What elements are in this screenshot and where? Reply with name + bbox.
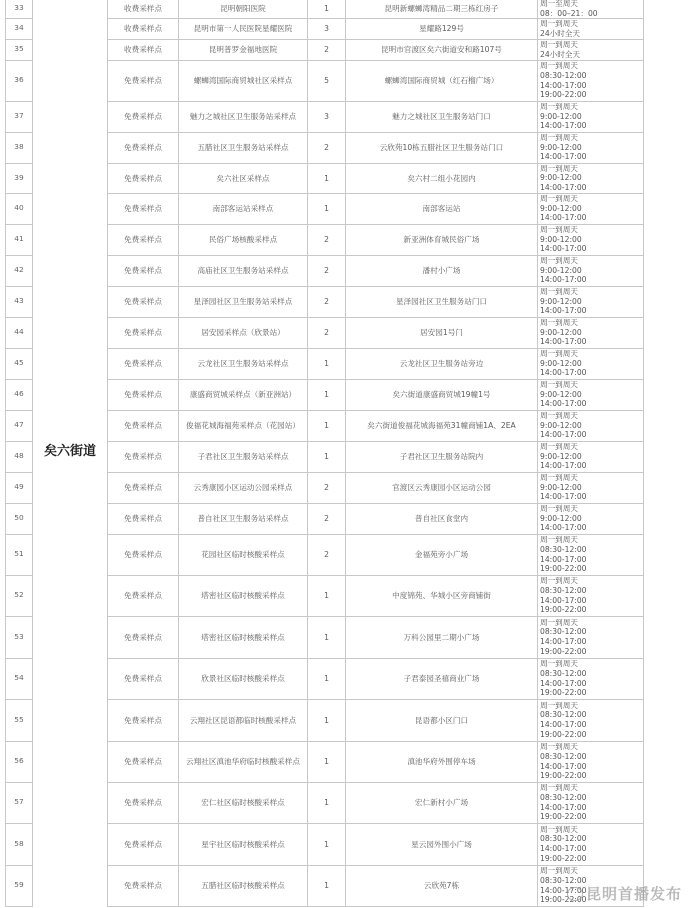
row-number-cell: 44 [6,317,33,348]
time-line: 9:00-12:00 [540,420,582,430]
row-number-cell: 51 [6,534,33,575]
row-number-cell: 34 [6,19,33,39]
site-address-cell: 金福苑旁小广场 [346,534,538,575]
site-address-cell: 螺蛳湾国际商贸城（红石榴广场） [346,60,538,101]
time-line: 14:00-17:00 [540,802,587,812]
time-line: 14:00-17:00 [540,121,587,131]
time-line: 周一到周天 [540,659,578,669]
time-line: 周一到周天 [540,102,578,112]
site-address-cell: 昆语都小区门口 [346,699,538,741]
time-line: 14:00-17:00 [540,337,587,347]
watermark-text: 昆明首播发布 [585,885,682,903]
time-line: 周一到周天 [540,163,578,173]
site-type-cell: 免费采样点 [108,575,179,616]
row-number-cell: 52 [6,575,33,616]
sampling-time-cell [538,616,644,658]
site-type-cell: 免费采样点 [108,317,179,348]
row-number-cell: 57 [6,782,33,823]
row-number-cell: 54 [6,658,33,699]
site-address-cell: 宏仁新村小广场 [346,782,538,823]
time-line: 9:00-12:00 [540,482,582,492]
row-number-cell: 59 [6,865,33,906]
site-type-cell: 免费采样点 [108,255,179,286]
site-address-cell: 官渡区云秀康园小区运动公园 [346,472,538,503]
time-line: 14:00-17:00 [540,523,587,533]
site-address-cell: 星泽园社区卫生服务站门口 [346,286,538,317]
site-address-cell: 云龙社区卫生服务站旁边 [346,348,538,379]
time-line: 24小时全天 [540,28,581,38]
time-line: 9:00-12:00 [540,389,582,399]
site-address-cell: 新亚洲体育城民俗广场 [346,224,538,255]
time-line: 08:30-12:00 [540,668,587,678]
time-line: 19:00-22:00 [540,688,587,698]
row-number-cell: 53 [6,616,33,658]
time-line: 19:00-22:00 [540,853,587,863]
site-address-cell: 子君社区卫生服务站院内 [346,441,538,472]
time-line: 14:00-17:00 [540,275,587,285]
row-number-cell: 49 [6,472,33,503]
row-number-cell: 39 [6,163,33,193]
sampling-time-cell [538,410,644,441]
time-line: 周一到周天 [540,824,578,834]
table-row [6,0,644,19]
time-line: 周一到周天 [540,866,578,876]
site-name-cell: 螺蛳湾国际商贸城社区采样点 [179,60,308,101]
time-line: 9:00-12:00 [540,451,582,461]
site-address-cell: 子君泰园圣禧商业广场 [346,658,538,699]
weibo-watermark [567,883,682,904]
time-line: 14:00-17:00 [540,492,587,502]
site-name-cell: 云翔社区滇池华府临时核酸采样点 [179,741,308,782]
time-line: 9:00-12:00 [540,296,582,306]
district-cell: 矣六街道 [33,0,108,906]
site-name-cell: 子君社区卫生服务站采样点 [179,441,308,472]
sampler-count-cell: 1 [308,379,346,410]
site-name-cell: 宏仁社区临时核酸采样点 [179,782,308,823]
sampling-time-cell [538,782,644,823]
time-line: 周一到周天 [540,473,578,483]
site-address-cell: 矣六村二组小花园内 [346,163,538,193]
time-line: 08:30-12:00 [540,585,587,595]
sampler-count-cell: 2 [308,317,346,348]
time-line: 08:30-12:00 [540,70,587,80]
site-type-cell: 收费采样点 [108,0,179,19]
sampling-time-cell [538,101,644,132]
time-line: 周一到周天 [540,19,578,29]
sampling-time-cell [538,699,644,741]
sampler-count-cell: 1 [308,441,346,472]
site-address-cell: 矣六街道俊福花城海福苑31幢商铺1A、2EA [346,410,538,441]
time-line: 9:00-12:00 [540,358,582,368]
row-number-cell: 55 [6,699,33,741]
sampling-time-cell [538,503,644,534]
time-line: 14:00-17:00 [540,678,587,688]
site-name-cell: 矣六社区采样点 [179,163,308,193]
sampling-time-cell [538,317,644,348]
time-line: 19:00-22:00 [540,605,587,615]
site-type-cell: 免费采样点 [108,101,179,132]
time-line: 14:00-17:00 [540,430,587,440]
sampling-time-cell [538,39,644,60]
sampler-count-cell: 1 [308,823,346,865]
site-name-cell: 俊福花城海福苑采样点（花园站） [179,410,308,441]
row-number-cell: 35 [6,39,33,60]
site-address-cell: 昆明新螺蛳湾精品二期三栋红房子 [346,0,538,19]
time-line: 14:00-17:00 [540,844,587,854]
sampler-count-cell: 1 [308,741,346,782]
sampler-count-cell: 1 [308,699,346,741]
time-line: 24小时全天 [540,49,581,59]
sampler-count-cell: 1 [308,0,346,19]
site-type-cell: 免费采样点 [108,286,179,317]
site-type-cell: 收费采样点 [108,39,179,60]
sampler-count-cell: 1 [308,616,346,658]
site-address-cell: 星云园外围小广场 [346,823,538,865]
time-line: 08:30-12:00 [540,627,587,637]
time-line: 9:00-12:00 [540,203,582,213]
site-name-cell: 民俗广场核酸采样点 [179,224,308,255]
sampling-time-cell [538,823,644,865]
sampler-count-cell: 1 [308,865,346,906]
time-line: 周一到周天 [540,194,578,204]
row-number-cell: 48 [6,441,33,472]
site-type-cell: 免费采样点 [108,163,179,193]
time-line: 14:00-17:00 [540,80,587,90]
site-name-cell: 星泽园社区卫生服务站采样点 [179,286,308,317]
time-line: 08:30-12:00 [540,710,587,720]
site-name-cell: 居安园采样点（欣景站） [179,317,308,348]
site-type-cell: 免费采样点 [108,823,179,865]
time-line: 14:00-17:00 [540,244,587,254]
site-name-cell: 五腊社区卫生服务站采样点 [179,132,308,163]
site-name-cell: 魅力之城社区卫生服务站采样点 [179,101,308,132]
time-line: 14:00-17:00 [540,885,587,895]
site-type-cell: 免费采样点 [108,865,179,906]
sampling-time-cell [538,741,644,782]
site-name-cell: 云秀康园小区运动公园采样点 [179,472,308,503]
sampler-count-cell: 3 [308,19,346,39]
time-line: 14:00-17:00 [540,182,587,192]
row-number-cell: 38 [6,132,33,163]
sampler-count-cell: 1 [308,348,346,379]
site-address-cell: 云欣苑7栋 [346,865,538,906]
time-line: 14:00-17:00 [540,554,587,564]
site-type-cell: 免费采样点 [108,348,179,379]
time-line: 周一到周天 [540,504,578,514]
site-name-cell: 南部客运站采样点 [179,193,308,224]
sampling-time-cell [538,658,644,699]
time-line: 周一到周天 [540,617,578,627]
sampler-count-cell: 1 [308,575,346,616]
time-line: 周一到周天 [540,225,578,235]
time-line: 19:00-22:00 [540,564,587,574]
site-type-cell: 免费采样点 [108,503,179,534]
sampling-time-cell [538,60,644,101]
sampler-count-cell: 2 [308,534,346,575]
site-address-cell: 星耀路129号 [346,19,538,39]
sampler-count-cell: 2 [308,39,346,60]
time-line: 08:30-12:00 [540,875,587,885]
row-number-cell: 58 [6,823,33,865]
row-number-cell: 50 [6,503,33,534]
site-address-cell: 普自社区食堂内 [346,503,538,534]
time-line: 19:00-22:00 [540,771,587,781]
time-line: 9:00-12:00 [540,173,582,183]
time-line: 周一到周天 [540,256,578,266]
time-line: 周一到周天 [540,411,578,421]
site-address-cell: 矣六街道康盛商贸城19幢1号 [346,379,538,410]
sampling-sites-table [5,0,644,907]
site-type-cell: 收费采样点 [108,19,179,39]
site-type-cell: 免费采样点 [108,699,179,741]
site-address-cell: 中度锦苑、华城小区旁商铺街 [346,575,538,616]
site-type-cell: 免费采样点 [108,782,179,823]
time-line: 19:00-22:00 [540,812,587,822]
sampler-count-cell: 1 [308,782,346,823]
sampling-time-cell [538,224,644,255]
site-type-cell: 免费采样点 [108,224,179,255]
time-line: 周一至周天 [540,0,578,8]
time-line: 周一到周天 [540,742,578,752]
row-number-cell: 40 [6,193,33,224]
site-type-cell: 免费采样点 [108,441,179,472]
site-name-cell: 塔密社区临时核酸采样点 [179,616,308,658]
time-line: 19:00-22:00 [540,895,587,905]
row-number-cell: 37 [6,101,33,132]
sampling-time-cell [538,534,644,575]
row-number-cell: 41 [6,224,33,255]
time-line: 14:00-17:00 [540,595,587,605]
sampler-count-cell: 3 [308,101,346,132]
site-type-cell: 免费采样点 [108,132,179,163]
site-name-cell: 云龙社区卫生服务站采样点 [179,348,308,379]
site-type-cell: 免费采样点 [108,472,179,503]
sampling-time-cell [538,193,644,224]
site-name-cell: 昆明朝阳医院 [179,0,308,19]
time-line: 周一到周天 [540,700,578,710]
time-line: 19:00-22:00 [540,90,587,100]
sampling-time-cell [538,132,644,163]
site-address-cell: 潘村小广场 [346,255,538,286]
row-number-cell: 47 [6,410,33,441]
time-line: 周一到周天 [540,349,578,359]
time-line: 08:30-12:00 [540,751,587,761]
site-name-cell: 塔密社区临时核酸采样点 [179,575,308,616]
site-address-cell: 滇池华府外围停车场 [346,741,538,782]
time-line: 14:00-17:00 [540,720,587,730]
site-type-cell: 免费采样点 [108,616,179,658]
time-line: 08:30-12:00 [540,792,587,802]
site-type-cell: 免费采样点 [108,410,179,441]
time-line: 19:00-22:00 [540,646,587,656]
sampler-count-cell: 2 [308,472,346,503]
time-line: 14:00-17:00 [540,637,587,647]
weibo-icon [567,887,583,901]
time-line: 9:00-12:00 [540,327,582,337]
sampler-count-cell: 1 [308,163,346,193]
time-line: 9:00-12:00 [540,265,582,275]
site-type-cell: 免费采样点 [108,658,179,699]
sampler-count-cell: 2 [308,503,346,534]
time-line: 14:00-17:00 [540,213,587,223]
site-address-cell: 万科公园里二期小广场 [346,616,538,658]
site-name-cell: 花园社区临时核酸采样点 [179,534,308,575]
site-name-cell: 昆明普罗金福地医院 [179,39,308,60]
site-name-cell: 云翔社区昆语都临时核酸采样点 [179,699,308,741]
time-line: 9:00-12:00 [540,513,582,523]
site-name-cell: 五腊社区临时核酸采样点 [179,865,308,906]
sampling-time-cell [538,575,644,616]
time-line: 周一到周天 [540,380,578,390]
site-type-cell: 免费采样点 [108,193,179,224]
sampler-count-cell: 1 [308,193,346,224]
row-number-cell: 43 [6,286,33,317]
sampler-count-cell: 2 [308,132,346,163]
time-line: 08：00–21：00 [540,8,598,18]
sampler-count-cell: 1 [308,410,346,441]
time-line: 周一到周天 [540,783,578,793]
row-number-cell: 36 [6,60,33,101]
sampler-count-cell: 2 [308,255,346,286]
site-name-cell: 欣景社区临时核酸采样点 [179,658,308,699]
sampler-count-cell: 2 [308,224,346,255]
site-address-cell: 云欣苑10栋五腊社区卫生服务站门口 [346,132,538,163]
sampling-time-cell [538,472,644,503]
time-line: 14:00-17:00 [540,152,587,162]
site-name-cell: 康盛商贸城采样点（新亚洲站） [179,379,308,410]
site-name-cell: 普自社区卫生服务站采样点 [179,503,308,534]
time-line: 19:00-22:00 [540,729,587,739]
time-line: 14:00-17:00 [540,306,587,316]
time-line: 周一到周天 [540,576,578,586]
time-line: 08:30-12:00 [540,544,587,554]
time-line: 周一到周天 [540,39,578,49]
time-line: 08:30-12:00 [540,834,587,844]
sampling-time-cell [538,286,644,317]
time-line: 周一到周天 [540,287,578,297]
site-type-cell: 免费采样点 [108,741,179,782]
sampler-count-cell: 5 [308,60,346,101]
time-line: 周一到周天 [540,535,578,545]
row-number-cell: 42 [6,255,33,286]
sampler-count-cell: 1 [308,658,346,699]
site-name-cell: 高庙社区卫生服务站采样点 [179,255,308,286]
site-type-cell: 免费采样点 [108,534,179,575]
row-number-cell: 33 [6,0,33,19]
time-line: 14:00-17:00 [540,399,587,409]
time-line: 周一到周天 [540,133,578,143]
time-line: 14:00-17:00 [540,761,587,771]
site-name-cell: 昆明市第一人民医院星耀医院 [179,19,308,39]
time-line: 9:00-12:00 [540,142,582,152]
sampling-time-cell [538,441,644,472]
sampler-count-cell: 2 [308,286,346,317]
site-name-cell: 星宇社区临时核酸采样点 [179,823,308,865]
site-address-cell: 南部客运站 [346,193,538,224]
site-address-cell: 昆明市官渡区矣六街道安和路107号 [346,39,538,60]
row-number-cell: 56 [6,741,33,782]
time-line: 14:00-17:00 [540,368,587,378]
time-line: 周一到周天 [540,61,578,71]
site-type-cell: 免费采样点 [108,379,179,410]
site-address-cell: 居安园1号门 [346,317,538,348]
sampling-time-cell [538,348,644,379]
sampling-time-cell [538,0,644,19]
time-line: 周一到周天 [540,318,578,328]
site-address-cell: 魅力之城社区卫生服务站门口 [346,101,538,132]
time-line: 周一到周天 [540,442,578,452]
time-line: 14:00-17:00 [540,461,587,471]
sampling-time-cell [538,255,644,286]
sampling-time-cell [538,19,644,39]
site-type-cell: 免费采样点 [108,60,179,101]
row-number-cell: 46 [6,379,33,410]
sampling-time-cell [538,379,644,410]
row-number-cell: 45 [6,348,33,379]
sampling-time-cell [538,163,644,193]
time-line: 9:00-12:00 [540,111,582,121]
time-line: 9:00-12:00 [540,234,582,244]
